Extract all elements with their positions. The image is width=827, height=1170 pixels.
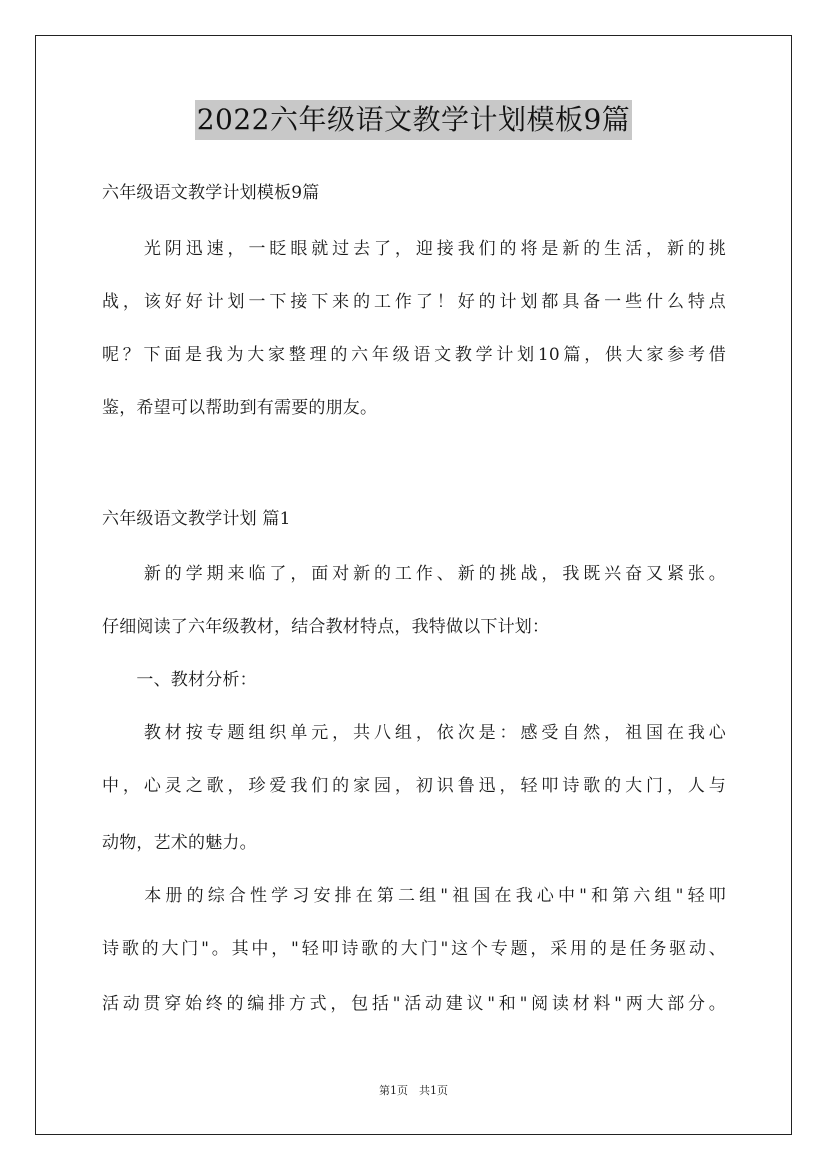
paragraph-line: 仔细阅读了六年级教材，结合教材特点，我特做以下计划： <box>102 617 550 637</box>
subtitle-line: 六年级语文教学计划模板9篇 <box>102 183 320 203</box>
page-footer: 第1页 共1页 <box>379 1084 448 1097</box>
paragraph-line: 战，该好好计划一下接下来的工作了！好的计划都具备一些什么特点 <box>102 292 726 312</box>
title-block <box>0 100 827 140</box>
section-heading: 六年级语文教学计划 篇1 <box>102 509 291 529</box>
paragraph-line: 动物，艺术的魅力。 <box>102 833 257 853</box>
paragraph-line: 鉴，希望可以帮助到有需要的朋友。 <box>102 398 378 418</box>
document-title: 2022六年级语文教学计划模板9篇 <box>195 100 633 140</box>
paragraph-line: 教材按专题组织单元，共八组，依次是：感受自然，祖国在我心 <box>102 723 726 743</box>
paragraph-line: 诗歌的大门"。其中，"轻叩诗歌的大门"这个专题，采用的是任务驱动、 <box>102 939 726 959</box>
subsection-heading: 一、教材分析： <box>102 670 257 690</box>
paragraph-line: 光阴迅速，一眨眼就过去了，迎接我们的将是新的生活，新的挑 <box>102 239 726 259</box>
paragraph-line: 新的学期来临了，面对新的工作、新的挑战，我既兴奋又紧张。 <box>102 564 726 584</box>
paragraph-line: 本册的综合性学习安排在第二组"祖国在我心中"和第六组"轻叩 <box>102 886 726 906</box>
paragraph-line: 活动贯穿始终的编排方式，包括"活动建议"和"阅读材料"两大部分。 <box>102 994 726 1014</box>
paragraph-line: 呢？下面是我为大家整理的六年级语文教学计划10篇，供大家参考借 <box>102 345 726 365</box>
paragraph-line: 中，心灵之歌，珍爱我们的家园，初识鲁迅，轻叩诗歌的大门，人与 <box>102 776 726 796</box>
